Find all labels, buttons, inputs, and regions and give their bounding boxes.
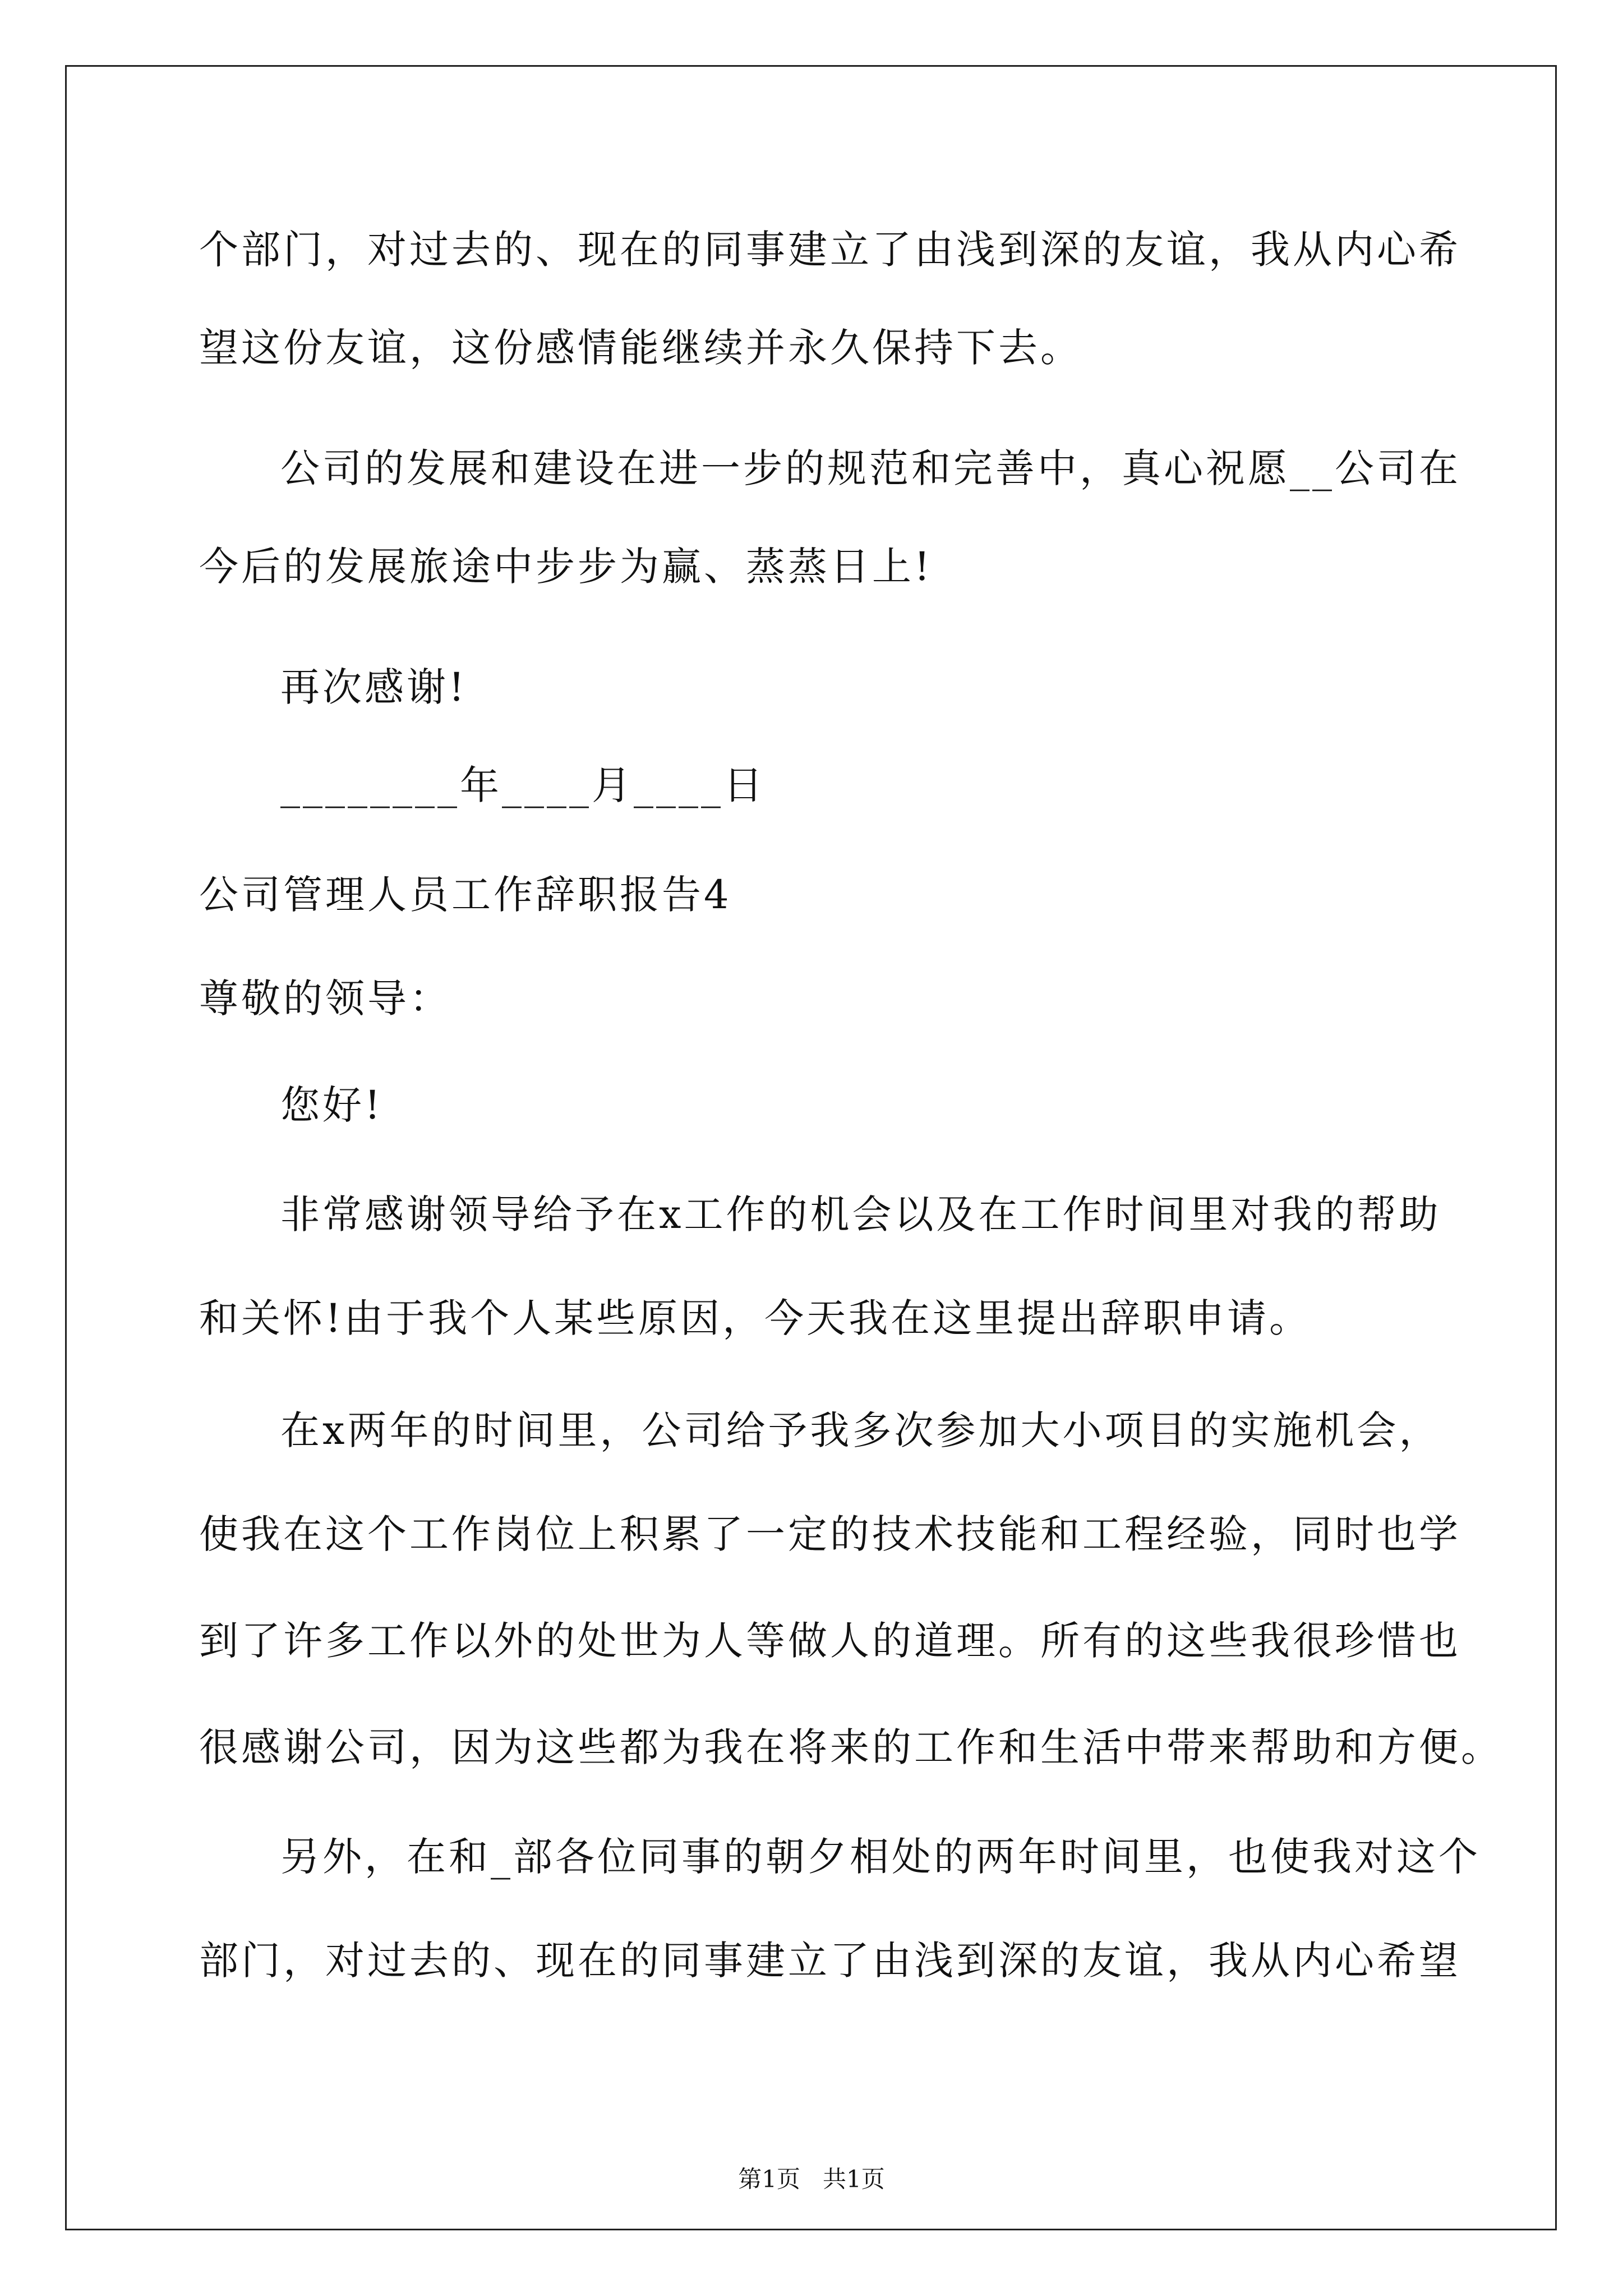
body-text-line: 个部门，对过去的、现在的同事建立了由浅到深的友谊，我从内心希 — [199, 227, 1461, 273]
body-text-line: 很感谢公司，因为这些都为我在将来的工作和生活中带来帮助和方便。 — [199, 1724, 1503, 1770]
body-text-line: 使我在这个工作岗位上积累了一定的技术技能和工程经验，同时也学 — [199, 1511, 1461, 1557]
body-text-line: 非常感谢领导给予在x工作的机会以及在工作时间里对我的帮助 — [280, 1191, 1441, 1237]
body-text-line: 部门，对过去的、现在的同事建立了由浅到深的友谊，我从内心希望 — [199, 1938, 1461, 1984]
body-text-line: 今后的发展旅途中步步为赢、蒸蒸日上! — [199, 544, 933, 590]
body-text-line: 到了许多工作以外的处世为人等做人的道理。所有的这些我很珍惜也 — [199, 1618, 1461, 1664]
salutation: 尊敬的领导： — [199, 976, 451, 1022]
page-footer: 第1页 共1页 — [738, 2165, 885, 2193]
section-title: 公司管理人员工作辞职报告4 — [199, 872, 732, 918]
body-text-line: 在x两年的时间里，公司给予我多次参加大小项目的实施机会， — [280, 1407, 1441, 1453]
page-border — [65, 65, 1557, 2230]
greeting: 您好! — [280, 1082, 384, 1128]
date-line: ________年____月____日 — [280, 762, 766, 808]
closing-thanks: 再次感谢! — [280, 664, 468, 710]
body-text-line: 望这份友谊，这份感情能继续并永久保持下去。 — [199, 325, 1082, 371]
body-text-line: 公司的发展和建设在进一步的规范和完善中，真心祝愿__公司在 — [280, 445, 1461, 491]
body-text-line: 和关怀!由于我个人某些原因，今天我在这里提出辞职申请。 — [199, 1295, 1312, 1341]
body-text-line: 另外，在和_部各位同事的朝夕相处的两年时间里，也使我对这个 — [280, 1834, 1481, 1880]
